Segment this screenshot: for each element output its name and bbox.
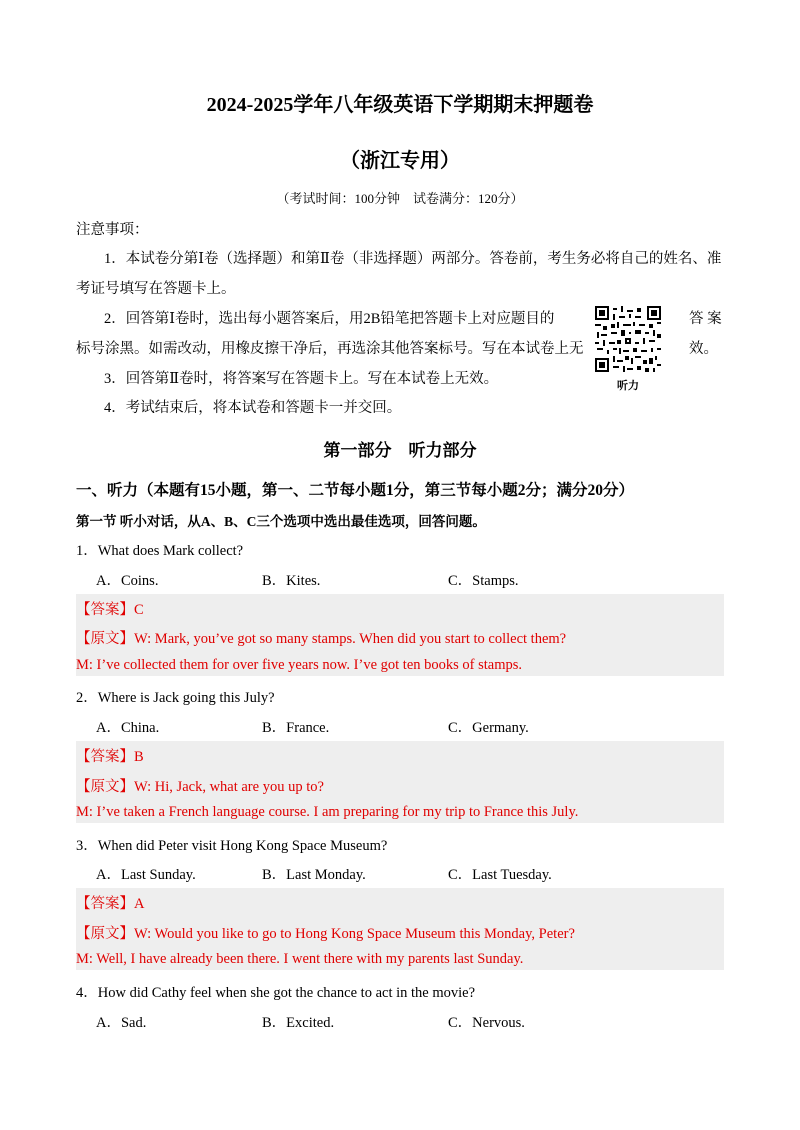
note-1-line-2: 考证号填写在答题卡上。 xyxy=(76,281,236,297)
note-3: 3．回答第Ⅱ卷时，将答案写在答题卡上。写在本试卷上无效。 xyxy=(104,371,499,387)
note-2-line-2: 标号涂黑。如需改动，用橡皮擦干净后，再选涂其他答案标号。写在本试卷上无 xyxy=(76,341,584,357)
question-3: 3．When did Peter visit Hong Kong Space Museum? xyxy=(76,838,388,854)
note-4: 4．考试结束后，将本试卷和答题卡一并交回。 xyxy=(104,400,402,416)
q1-script-line-1: 【原文】W: Mark, you’ve got so many stamps. When did you start to collect them? xyxy=(76,631,567,647)
q3-script-line-1: 【原文】W: Would you like to go to Hong Kong Space Museum this Monday, Peter? xyxy=(76,926,575,942)
question-1: 1．What does Mark collect? xyxy=(76,543,244,559)
question-2: 2．Where is Jack going this July? xyxy=(76,690,275,706)
q2-option-a: A．China. xyxy=(96,720,160,736)
page-subtitle: （浙江专用） xyxy=(340,150,460,172)
q2-option-b: B．France. xyxy=(262,720,330,736)
q3-script-line-2: M: Well, I have already been there. I went there with my parents last Sunday. xyxy=(76,951,524,967)
question-4: 4．How did Cathy feel when she got the chance to act in the movie? xyxy=(76,985,476,1001)
q2-script-line-2: M: I’ve taken a French language course. I am preparing for my trip to France this July. xyxy=(76,804,579,820)
q1-option-a: A．Coins. xyxy=(96,573,159,589)
q1-option-c: C．Stamps. xyxy=(448,573,519,589)
notes-heading: 注意事项： xyxy=(76,222,149,238)
q3-option-c: C．Last Tuesday. xyxy=(448,867,552,883)
q3-answer: 【答案】A xyxy=(76,896,145,912)
q1-option-b: B．Kites. xyxy=(262,573,321,589)
q2-script-line-1: 【原文】W: Hi, Jack, what are you up to? xyxy=(76,779,324,795)
exam-info: （考试时间：100分钟 试卷满分：120分） xyxy=(276,191,524,206)
q2-option-c: C．Germany. xyxy=(448,720,529,736)
q3-option-a: A．Last Sunday. xyxy=(96,867,196,883)
note-2-line-1: 2．回答第Ⅰ卷时，选出每小题答案后，用2B铅笔把答题卡上对应题目的 xyxy=(104,311,555,327)
q2-answer: 【答案】B xyxy=(76,749,144,765)
qr-code-icon[interactable] xyxy=(595,306,661,372)
q1-answer: 【答案】C xyxy=(76,602,144,618)
page-title: 2024-2025学年八年级英语下学期期末押题卷 xyxy=(206,94,594,116)
q4-option-b: B．Excited. xyxy=(262,1015,335,1031)
note-2-line-1-end: 答 案 xyxy=(689,311,722,327)
note-1-line-1: 1．本试卷分第Ⅰ卷（选择题）和第Ⅱ卷（非选择题）两部分。答卷前，考生务必将自己的姓名、准 xyxy=(104,251,722,267)
subsection-title: 第一节 听小对话，从A、B、C三个选项中选出最佳选项，回答问题。 xyxy=(76,514,486,529)
part-title: 第一部分 听力部分 xyxy=(323,441,477,460)
q4-option-c: C．Nervous. xyxy=(448,1015,525,1031)
q3-option-b: B．Last Monday. xyxy=(262,867,366,883)
q4-option-a: A．Sad. xyxy=(96,1015,147,1031)
q1-script-line-2: M: I’ve collected them for over five years now. I’ve got ten books of stamps. xyxy=(76,657,523,673)
note-2-line-2-end: 效。 xyxy=(689,341,718,357)
section-title: 一、听力（本题有15小题，第一、二节每小题1分，第三节每小题2分；满分20分） xyxy=(76,482,635,499)
qr-caption: 听力 xyxy=(617,380,639,392)
